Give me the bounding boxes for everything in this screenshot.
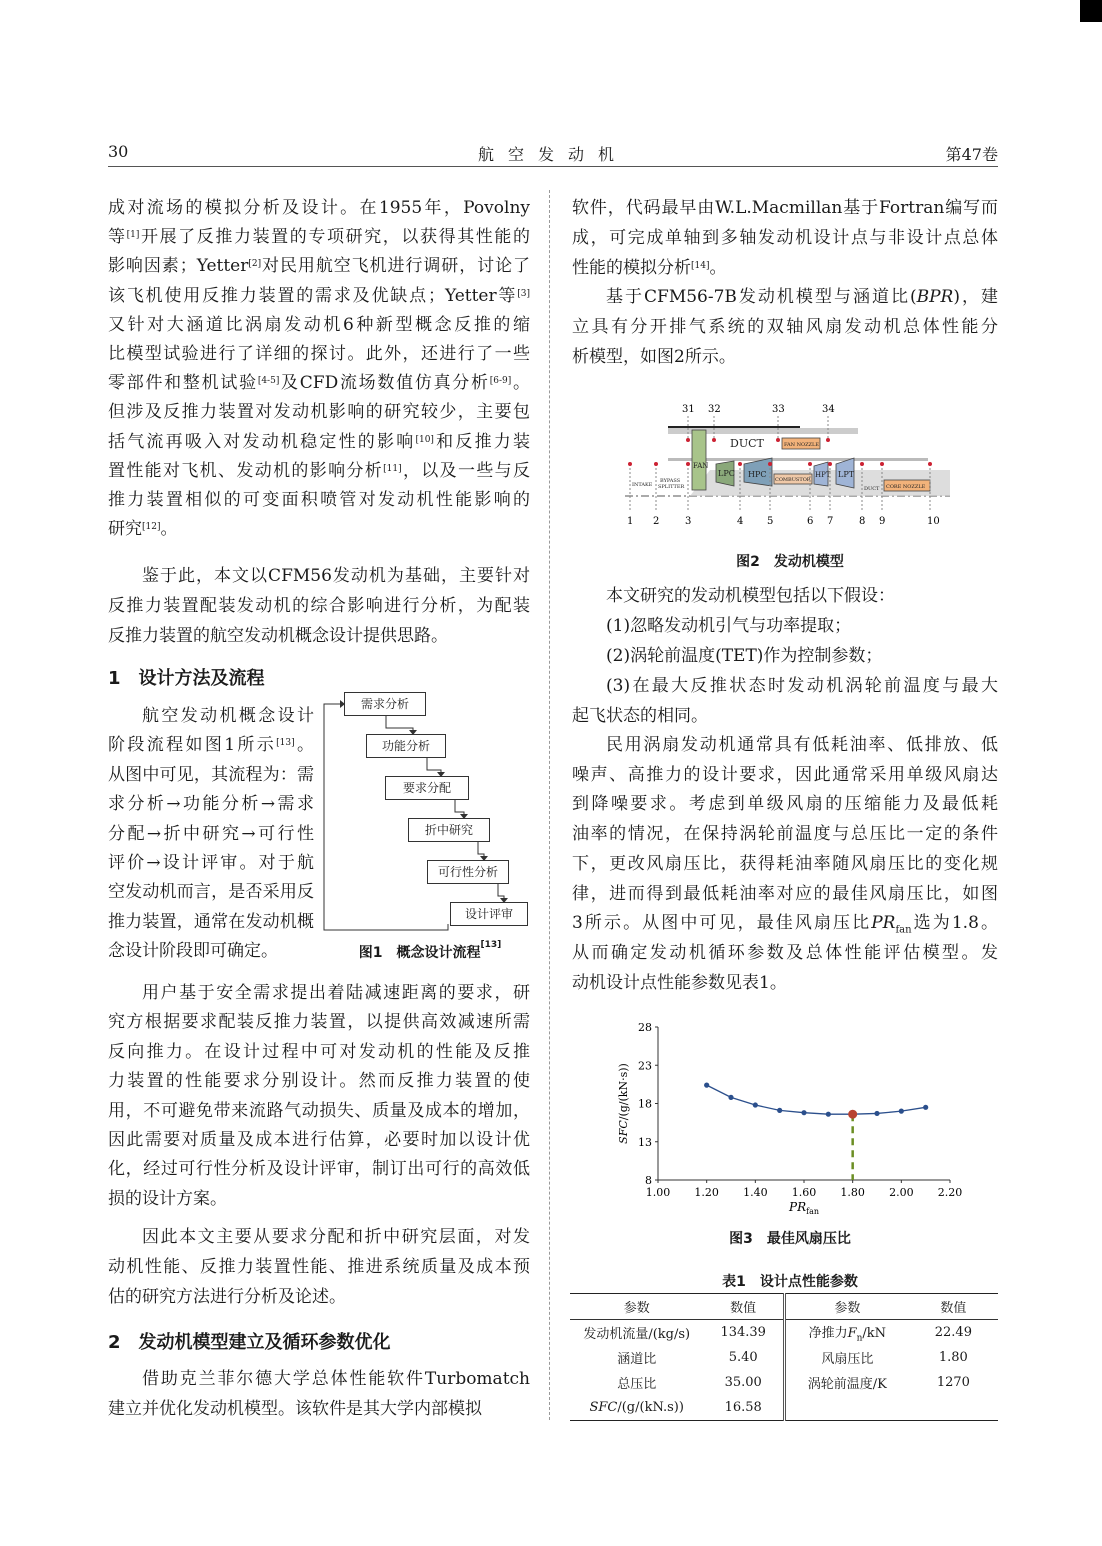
text-line: 推力装置，通常在发动机概 — [108, 911, 314, 932]
x-tick-label: 1.60 — [791, 1186, 817, 1199]
table-1-caption: 表1 设计点性能参数 — [722, 1274, 858, 1290]
text-line: 评价→设计评审。对于航 — [108, 853, 314, 873]
sfc-data-point — [874, 1111, 879, 1116]
column-divider — [549, 190, 550, 1420]
station-dot — [880, 462, 884, 466]
text-line: 鉴于此，本文以CFM56发动机为基础，主要针对 — [142, 566, 530, 586]
text-line: 损的设计方案。 — [108, 1188, 227, 1209]
station-label-bottom: 1 — [627, 516, 634, 527]
lpt-label: LPT — [838, 470, 855, 479]
text-line: 成对流场的模拟分析及设计。在1955年，Povolny — [108, 198, 530, 218]
table-cell — [909, 1395, 998, 1421]
section-heading-1: 1 设计方法及流程 — [108, 668, 265, 689]
text-line: 析模型，如图2所示。 — [572, 347, 736, 367]
table-header-param-2: 参数 — [784, 1294, 908, 1320]
station-dot — [738, 462, 742, 466]
text-line: 力装置的性能要求分别设计。然而反推力装置的使 — [108, 1071, 530, 1092]
text-line: 反推力装置的航空发动机概念设计提供思路。 — [108, 626, 448, 646]
station-label-bottom: 7 — [827, 516, 834, 527]
text-line: 影响因素；Yetter[2]对民用航空飞机进行调研，讨论了 — [108, 256, 530, 277]
text-line: 用户基于安全需求提出着陆减速距离的要求，研 — [142, 983, 530, 1003]
text-line: 又针对大涵道比涡扇发动机6种新型概念反推的缩 — [108, 314, 530, 335]
flow-step-requirements: 需求分析 — [344, 692, 426, 716]
y-tick-label: 18 — [638, 1097, 652, 1111]
running-head — [108, 140, 998, 167]
splitter-label: SPLITTER — [658, 484, 685, 490]
table-cell: 风扇压比 — [784, 1345, 908, 1370]
table-cell: SFC/(g/(kN.s)) — [589, 1400, 684, 1415]
text-line: 噪声、高推力的设计要求，因此通常采用单级风扇达 — [572, 764, 998, 785]
text-line: 零部件和整机试验[4-5]及CFD流场数值仿真分析[6-9]。 — [108, 373, 530, 394]
text-line: 律，进而得到最低耗油率对应的最佳风扇压比，如图 — [572, 883, 998, 904]
flow-step-function: 功能分析 — [366, 734, 446, 758]
page-number: 30 — [108, 142, 129, 161]
text-line: 油率的情况，在保持涡轮前温度与总压比一定的条件 — [572, 824, 998, 845]
flow-step-feasibility: 可行性分析 — [427, 860, 509, 884]
station-dot — [828, 462, 832, 466]
station-dot — [712, 438, 716, 442]
station-label-bottom: 10 — [927, 516, 940, 527]
station-label-bottom: 4 — [737, 516, 744, 527]
table-cell: 总压比 — [617, 1377, 657, 1392]
text-line: 本文研究的发动机模型包括以下假设： — [606, 586, 895, 606]
table-cell: 134.39 — [720, 1325, 766, 1340]
text-line: 动机设计点性能参数见表1。 — [572, 972, 787, 993]
station-label-bottom: 6 — [807, 516, 814, 527]
table-cell: 5.40 — [728, 1350, 758, 1365]
text-line: 到降噪要求。考虑到单级风扇的压缩能力及最低耗 — [572, 794, 998, 815]
x-axis-label: $PR_{fan}$ — [789, 1200, 819, 1216]
station-dot — [826, 438, 830, 442]
text-line: 起飞状态的相同。 — [572, 706, 708, 726]
station-dot — [686, 462, 690, 466]
text-line: 因此本文主要从要求分配和折中研究层面，对发 — [142, 1227, 530, 1247]
text-line: 分配→折中研究→可行性 — [108, 823, 314, 844]
text-line: 立具有分开排气系统的双轴风扇发动机总体性能分 — [572, 317, 998, 337]
text-line: 反推力装置配装发动机的综合影响进行分析，为配装 — [108, 596, 530, 616]
text-line: 从而确定发动机循环参数及总体性能评估模型。发 — [572, 942, 998, 963]
sfc-data-point — [923, 1105, 928, 1110]
text-line: 性能的模拟分析[14]。 — [572, 258, 727, 278]
text-line: (1)忽略发动机引气与功率提取； — [606, 616, 852, 636]
station-markers — [627, 404, 940, 527]
fan-label: FAN — [693, 462, 709, 470]
flow-connectors — [318, 686, 533, 936]
text-line: 比模型试验进行了详细的探讨。此外，还进行了一些 — [108, 344, 530, 364]
x-tick-label: 1.80 — [840, 1186, 865, 1199]
flow-step-review: 设计评审 — [450, 902, 528, 926]
intake-label: INTAKE — [632, 482, 653, 488]
x-tick-label: 2.00 — [889, 1186, 914, 1199]
text-line: 建立并优化发动机模型。该软件是其大学内部模拟 — [108, 1399, 482, 1419]
station-dot — [808, 462, 812, 466]
station-label-top: 34 — [822, 404, 835, 415]
text-line: 民用涡扇发动机通常具有低耗油率、低排放、低 — [606, 735, 998, 755]
table-cell: 1270 — [936, 1375, 970, 1390]
text-line: 成，可完成单轴到多轴发动机设计点与非设计点总体 — [572, 228, 998, 248]
text-line: 该飞机使用反推力装置的需求及优缺点；Yetter等[3] — [108, 285, 530, 306]
text-line: 软件，代码最早由W.L.Macmillan基于Fortran编写而 — [572, 198, 998, 218]
text-line: 反向推力。在设计过程中可对发动机的性能及反推 — [108, 1041, 530, 1062]
text-line: 借助克兰菲尔德大学总体性能软件Turbomatch — [142, 1369, 530, 1389]
station-dot — [654, 462, 658, 466]
text-line: 航空发动机概念设计 — [142, 706, 314, 726]
sfc-data-point — [801, 1110, 806, 1115]
duct2-label: DUCT — [864, 486, 880, 492]
journal-title: 航空发动机 — [477, 145, 628, 164]
sfc-data-point — [704, 1083, 709, 1088]
figure-2-caption: 图2 发动机模型 — [736, 554, 844, 570]
station-label-bottom: 3 — [685, 516, 692, 527]
text-line: (2)涡轮前温度(TET)作为控制参数； — [606, 646, 883, 666]
sfc-data-point — [777, 1108, 782, 1113]
figure-3-caption: 图3 最佳风扇压比 — [729, 1231, 851, 1247]
figure-1-caption — [330, 942, 530, 962]
core-nozzle-label: CORE NOZZLE — [886, 484, 926, 490]
sfc-data-point — [826, 1112, 831, 1117]
station-dot — [928, 462, 932, 466]
station-label-bottom: 5 — [767, 516, 774, 527]
sfc-data-point — [728, 1095, 733, 1100]
fan-nozzle-label: FAN NOZZLE — [784, 442, 820, 448]
sfc-series-line — [707, 1085, 926, 1114]
engine-model-figure — [620, 400, 950, 530]
text-line: 基于CFM56-7B发动机模型与涵道比(BPR)，建 — [606, 287, 998, 307]
text-line: 下，更改风扇压比，获得耗油率随风扇压比的变化规 — [572, 853, 998, 874]
volume-label: 第47卷 — [945, 145, 998, 164]
table-body — [570, 1320, 998, 1421]
text-line: 推力装置相似的可变面积喷管对发动机性能影响的 — [108, 490, 530, 510]
table-row — [570, 1345, 998, 1370]
text-line: 阶段流程如图1所示[13]。 — [108, 735, 314, 756]
text-line: 化，经过可行性分析及设计评审，制订出可行的高效低 — [108, 1159, 530, 1180]
hpt-label: HPT — [815, 471, 831, 479]
station-dot — [686, 438, 690, 442]
text-line: 但涉及反推力装置对发动机影响的研究较少，主要包 — [108, 402, 530, 423]
station-label-top: 31 — [682, 404, 695, 415]
table-cell: 净推力$F_n/kN$ — [784, 1320, 908, 1346]
flow-step-tradeoff: 折中研究 — [408, 818, 490, 842]
sfc-data-point — [899, 1109, 904, 1114]
text-line: 等[1]开展了反推力装置的专项研究，以获得其性能的 — [108, 227, 530, 248]
bypass-label: BYPASS — [660, 478, 681, 484]
y-tick-label: 8 — [645, 1174, 652, 1187]
combustor-label: COMBUSTOR — [775, 477, 811, 483]
text-line: 究方根据要求配装反推力装置，以提供高效减速所需 — [108, 1012, 530, 1033]
text-line: (3)在最大反推状态时发动机涡轮前温度与最大 — [606, 676, 998, 696]
text-line: 因此需要对质量及成本进行估算，必要时加以设计优 — [108, 1130, 530, 1150]
station-dot — [768, 462, 772, 466]
section-heading-2: 2 发动机模型建立及循环参数优化 — [108, 1332, 391, 1353]
x-tick-label: 1.20 — [694, 1186, 719, 1199]
station-label-top: 33 — [772, 404, 785, 415]
table-row — [570, 1320, 998, 1346]
table-header-row — [570, 1294, 998, 1320]
table-row — [570, 1370, 998, 1395]
text-line: 空发动机而言，是否采用反 — [108, 882, 314, 903]
figure-1-caption-text: 图1 概念设计流程[13] — [358, 940, 502, 961]
duct-label: DUCT — [730, 437, 764, 450]
station-label-bottom: 9 — [879, 516, 886, 527]
x-tick-label: 2.20 — [937, 1186, 963, 1199]
sfc-data-point — [753, 1102, 758, 1107]
text-line: 念设计阶段即可确定。 — [108, 941, 278, 962]
table-header-param: 参数 — [623, 1301, 650, 1316]
station-label-bottom: 8 — [859, 516, 866, 527]
table-row — [570, 1395, 998, 1421]
hpc-label: HPC — [748, 470, 767, 479]
station-dot — [628, 462, 632, 466]
station-label-bottom: 2 — [653, 516, 660, 527]
table-cell: 涵道比 — [617, 1352, 657, 1367]
text-line: 估的研究方法进行分析及论述。 — [108, 1287, 346, 1307]
core-casing — [668, 458, 928, 461]
table-header-value-2: 数值 — [940, 1301, 967, 1316]
fan-block — [692, 430, 709, 490]
table-cell — [784, 1395, 908, 1421]
station-dot — [776, 438, 780, 442]
table-cell: 1.80 — [938, 1350, 968, 1365]
performance-table — [570, 1293, 998, 1421]
table-header-value: 数值 — [730, 1301, 757, 1316]
table-cell: 35.00 — [724, 1375, 762, 1390]
table-cell: 22.49 — [934, 1325, 972, 1340]
sfc-chart — [612, 1018, 972, 1223]
text-line: 用，不可避免带来流路气动损失、质量及成本的增加， — [108, 1100, 530, 1121]
station-dot — [860, 462, 864, 466]
station-label-top: 32 — [708, 404, 721, 415]
lpc-label: LPC — [718, 469, 735, 478]
text-line: 研究[12]。 — [108, 519, 178, 540]
y-tick-label: 13 — [638, 1135, 652, 1149]
x-tick-label: 1.00 — [645, 1186, 671, 1199]
optimum-point — [848, 1110, 857, 1119]
table-cell: 16.58 — [724, 1400, 762, 1415]
text-line: 从图中可见，其流程为：需 — [108, 764, 314, 785]
y-axis-label: SFC/(g/(kN·s)) — [617, 1063, 630, 1144]
text-line: 括气流再吸入对发动机稳定性的影响[10]和反推力装 — [108, 431, 530, 452]
text-line: 动机性能、反推力装置性能、推进系统质量及成本预 — [108, 1257, 530, 1277]
text-line: 3所示。从图中可见，最佳风扇压比$PR_{fan}$选为1.8。 — [572, 913, 998, 934]
text-line: 置性能对飞机、发动机的影响分析[11]，以及一些与反 — [108, 460, 530, 481]
flow-step-allocation: 要求分配 — [385, 776, 469, 800]
y-tick-label: 23 — [638, 1059, 652, 1073]
table-cell: 涡轮前温度/K — [784, 1370, 908, 1395]
corner-mark — [1080, 0, 1102, 22]
x-tick-label: 1.40 — [743, 1186, 768, 1199]
y-tick-label: 28 — [638, 1021, 652, 1034]
table-cell: 发动机流量/(kg/s) — [583, 1327, 691, 1342]
text-line: 求分析→功能分析→需求 — [108, 794, 314, 815]
